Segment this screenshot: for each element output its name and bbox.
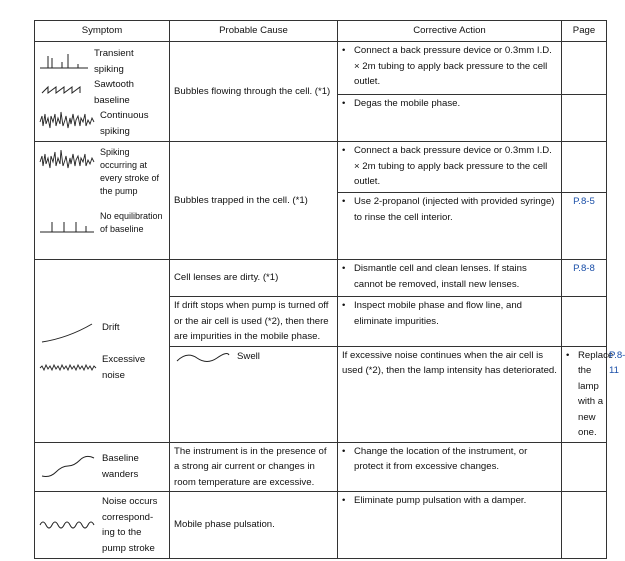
table-row [35,492,607,559]
symptom-line: every stroke of [100,173,160,183]
symptom-item [38,451,166,482]
symptom-item [38,77,166,108]
action-text: Inspect mobile phase and flow line, and eliminate impurities. [354,300,522,327]
troubleshooting-table [34,20,625,559]
cause-cell: Mobile phase pulsation. [170,492,338,559]
troubleshooting-table-wrapper [34,20,625,559]
action-text: Eliminate pump pulsation with a damper. [354,495,527,506]
symptom-item [38,146,166,198]
action-cell [338,297,562,347]
symptom-cell [35,42,170,142]
action-cell [562,346,614,442]
symptom-line: spiking [100,125,130,137]
symptom-line: spiking [94,63,124,75]
action-text: Degas the mobile phase. [354,98,461,109]
table-row [35,42,607,95]
excessive-noise-icon [38,352,98,382]
page-cell [562,492,607,559]
symptom-item [173,349,334,367]
cause-cell: If excessive noise continues when the air cell is used (*2), then the lamp intensity has deteriorated. [338,346,562,442]
action-cell [338,492,562,559]
action-text: Use 2-propanol (injected with provided syringe) to rinse the cell interior. [354,196,555,223]
action-cell [338,260,562,297]
symptom-line: Continuous [100,110,149,121]
page-cell: P.8-5 [562,193,607,260]
symptom-item [38,108,166,139]
symptom-cell [170,346,338,442]
page-cell [562,95,607,142]
action-cell [338,442,562,492]
action-text: Dismantle cell and clean lenses. If stains cannot be removed, install new lenses. [354,263,527,290]
bullet: • [342,300,346,311]
symptom-line: baseline [94,94,130,106]
transient-spiking-icon [38,46,90,74]
symptom-line: Transient [94,48,134,59]
action-cell [338,42,562,95]
bullet: • [342,45,346,56]
symptom-line: Excessive [102,354,146,366]
continuous-spiking-icon [38,108,96,136]
action-text: Connect a back pressure device or 0.3mm I.D. × 2m tubing to apply back pressure to the cell outlet. [354,45,552,87]
action-text: Connect a back pressure device or 0.3mm I.D. × 2m tubing to apply back pressure to the cell outlet. [354,145,552,187]
cause-cell: Bubbles trapped in the cell. (*1) [170,142,338,260]
sawtooth-icon [38,77,90,101]
bullet: • [566,349,570,361]
page-cell [562,442,607,492]
symptom-item [38,318,166,346]
bullet: • [342,196,346,207]
symptom-item [38,210,166,238]
pump-spiking-icon [38,146,96,176]
table-row: Swell If excessive noise continues when the air cell is used (*2), then the lamp intensity has deteriorated. • Replace the lamp with a new one. P.8-11 [35,346,607,442]
drift-icon [38,318,98,346]
page-cell: P.8-8 [562,260,607,297]
bullet: • [342,263,346,274]
symptom-line: Noise occurs [102,496,158,507]
symptom-cell [35,260,170,443]
symptom-line: noise [102,369,125,381]
header-page: Page [562,21,607,42]
pump-noise-icon [38,513,98,537]
bullet: • [342,145,346,156]
cause-cell: Bubbles flowing through the cell. (*1) [170,42,338,142]
symptom-cell [35,492,170,559]
header-symptom: Symptom [35,21,170,42]
symptom-item [38,494,166,556]
symptom-line: Swell [237,350,260,362]
action-cell [338,142,562,193]
symptom-line: Baseline [102,453,139,465]
action-text: Change the location of the instrument, or protect it from excessive changes. [354,445,528,472]
bullet: • [342,495,346,506]
symptom-line: Spiking [100,147,130,157]
symptom-line: correspond- [102,511,154,523]
symptom-line: Drift [102,322,120,334]
page-cell [562,142,607,193]
wander-icon [38,452,98,482]
symptom-line: wanders [102,468,139,480]
bullet: • [342,98,346,109]
cause-cell: If drift stops when pump is turned off or the air cell is used (*2), then there are impurities in the mobile phase. [170,297,338,347]
symptom-cell [35,142,170,260]
table-row [35,142,607,193]
cause-cell: The instrument is in the presence of a strong air current or changes in room temperature are excessive. [170,442,338,492]
action-cell [338,193,562,260]
symptom-line: pump stroke [102,542,155,554]
symptom-item [38,352,166,383]
action-text: Replace the lamp with a new one. [578,349,614,438]
no-equilibration-icon [38,210,96,238]
table-row [35,442,607,492]
symptom-line: ing to the [102,527,142,538]
header-action: Corrective Action [338,21,562,42]
symptom-cell [35,442,170,492]
cause-cell: Cell lenses are dirty. (*1) [170,260,338,297]
swell-icon [173,349,233,367]
symptom-line: occurring at [100,160,148,170]
bullet: • [342,445,346,457]
symptom-line: of baseline [100,224,144,234]
symptom-item [38,46,166,77]
table-row [35,260,607,297]
symptom-line: the pump [100,186,138,196]
header-row [35,21,607,42]
action-cell [338,95,562,142]
symptom-line: Sawtooth [94,79,135,90]
symptom-line: No equilibration [100,211,163,221]
page-cell [562,297,607,347]
page-cell [562,42,607,95]
header-cause: Probable Cause [170,21,338,42]
